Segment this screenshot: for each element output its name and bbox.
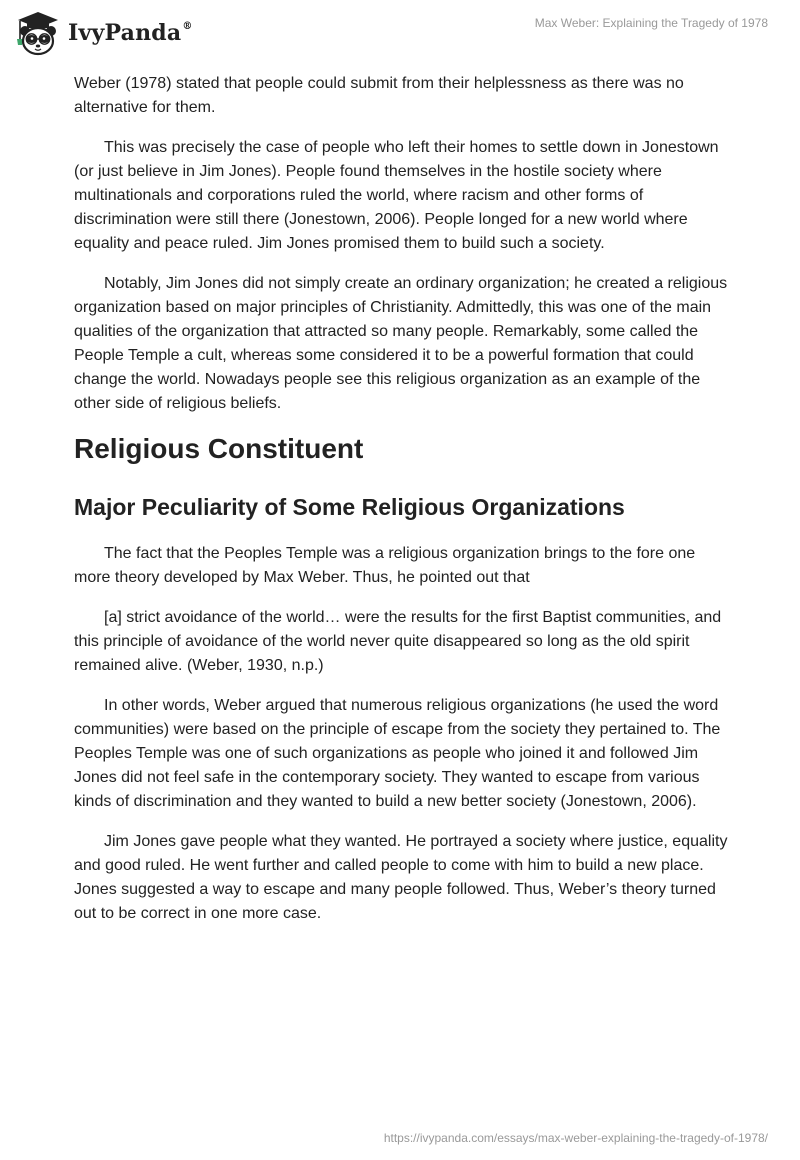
paragraph-3: Notably, Jim Jones did not simply create an ordinary organization; he created a religious organization based on major principles of Christianity. Admittedly, this was one of the main qualities of the organization that attracted so many people. Remarkably, some called the People Temple a cult, whereas some considered it to be a powerful formation that could change the world. Nowadays people see this religious organization as an example of the other side of religious beliefs. [74,275,728,412]
subsection-heading: Major Peculiarity of Some Religious Organizations [74,494,625,520]
panda-graduate-icon [14,9,62,57]
essay-content [74,72,734,942]
section-heading: Religious Constituent [74,433,364,464]
registered-mark: ® [182,20,193,32]
document-title: Max Weber: Explaining the Tragedy of 1978 [534,16,768,30]
paragraph-5: In other words, Weber argued that numerous religious organizations (he used the word communities) were based on the principle of escape from the society they pertained to. The Peoples Temple was one of such organizations as people who joined it and followed Jim Jones did not feel safe in the contemporary society. They wanted to escape from various kinds of discrimination and they wanted to build a new better society (Jonestown, 2006). [74,697,721,810]
paragraph-2: This was precisely the case of people who left their homes to settle down in Jonestown (or just believe in Jim Jones). People found themselves in the hostile society where multinationals and corporations ruled the world, where racism and other forms of discrimination were still there (Jonestown, 2006). People longed for a new world where equality and peace ruled. Jim Jones promised them to build such a society. [74,139,719,252]
paragraph-1: Weber (1978) stated that people could submit from their helplessness as there was no alternative for them. [74,75,684,116]
paragraph-4: The fact that the Peoples Temple was a religious organization brings to the fore one more theory developed by Max Weber. Thus, he pointed out that [74,545,696,586]
source-url[interactable]: https://ivypanda.com/essays/max-weber-explaining-the-tragedy-of-1978/ [383,1131,768,1145]
page-header [0,0,800,64]
brand-name: IvyPanda® [68,20,193,46]
paragraph-6: Jim Jones gave people what they wanted. He portrayed a society where justice, equality and good ruled. He went further and called people to come with him to build a new place. Jones suggested a way to escape and many people followed. Thus, Weber’s theory turned out to be correct in one more case. [74,833,728,922]
block-quote: [a] strict avoidance of the world… were the results for the first Baptist communities, and this principle of avoidance of the world never quite disappeared so long as the old spirit remained alive. (Weber, 1930, n.p.) [74,609,722,674]
ivypanda-logo[interactable] [14,9,193,57]
